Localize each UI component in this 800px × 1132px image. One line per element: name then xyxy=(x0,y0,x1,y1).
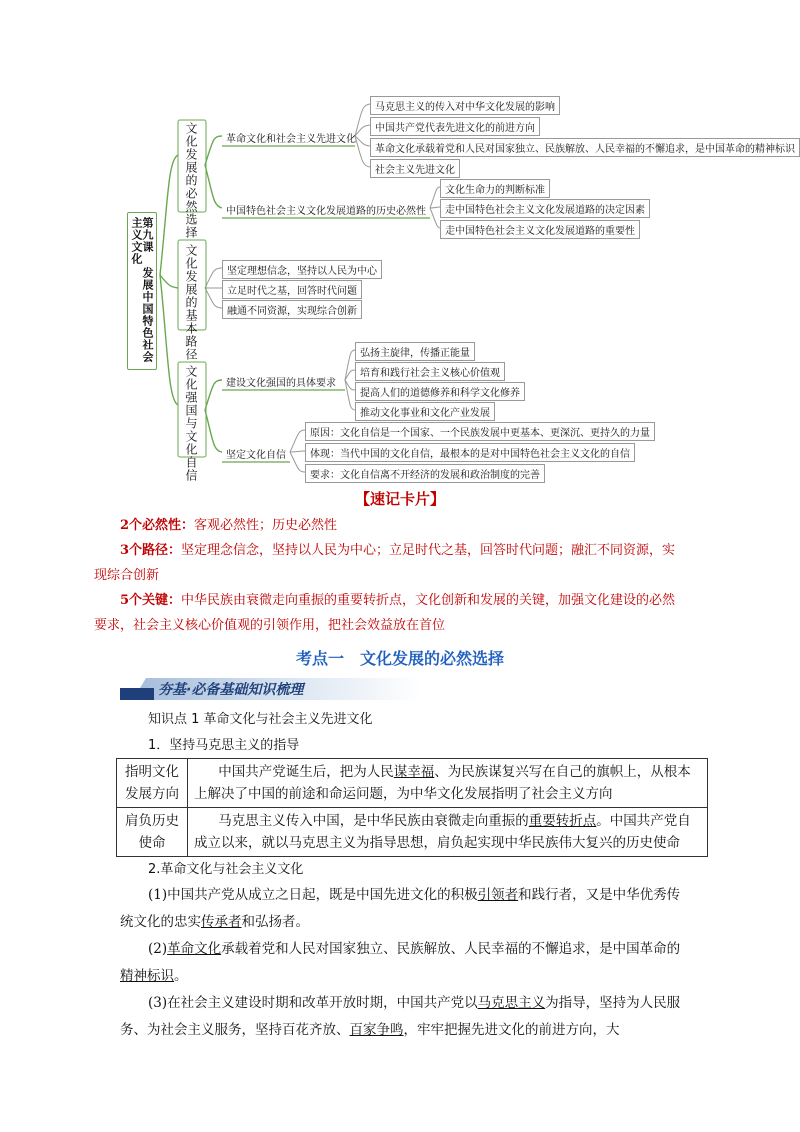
banner-label: 夯基·必备基础知识梳理 xyxy=(158,682,304,698)
mindmap-leaf: 中国共产党代表先进文化的前进方向 xyxy=(370,117,540,136)
mindmap-leaf: 立足时代之基，回答时代问题 xyxy=(222,280,362,299)
para-text: 。 xyxy=(174,968,188,984)
section-banner xyxy=(120,678,420,700)
mindmap-leaf: 坚定理想信念，坚持以人民为中心 xyxy=(222,260,382,279)
cell-key-term: 谋幸福 xyxy=(393,764,435,780)
mindmap-leaf: 社会主义先进文化 xyxy=(370,159,460,178)
quick-card-key: 3个路径： xyxy=(120,543,182,558)
mindmap-sub-cultural-power: 建设文化强国的具体要求 xyxy=(226,378,336,389)
section-title: 考点一 文化发展的必然选择 xyxy=(295,649,504,668)
mindmap-sub-cultural-confidence: 坚定文化自信 xyxy=(226,450,286,461)
mindmap-root: 第九课 发展中国特色社会主义文化 xyxy=(127,212,157,370)
para-key-term: 百家争鸣 xyxy=(349,1022,404,1038)
mindmap-leaf: 革命文化承载着党和人民对国家独立、民族解放、人民幸福的不懈追求，是中国革命的精神标识 xyxy=(370,138,800,157)
mindmap-leaf: 体现：当代中国的文化自信，最根本的是对中国特色社会主义文化的自信 xyxy=(305,443,635,462)
mindmap-leaf: 马克思主义的传入对中华文化发展的影响 xyxy=(370,96,560,115)
quick-card-title: 【速记卡片】 xyxy=(354,490,445,508)
quick-card-text: 客观必然性；历史必然性 xyxy=(194,518,338,533)
para-text: ，牢牢把握先进文化的前进方向，大 xyxy=(403,1022,620,1038)
guidance-table xyxy=(116,758,708,857)
table-body-cell xyxy=(188,808,708,857)
cell-key-term: 重要转折点 xyxy=(528,813,597,829)
cell-text: 。中国共产党自成立以来，就以马克思主义为指导思想，肩负起实现中华民族伟大复兴的历史使命 xyxy=(194,813,691,851)
paragraph xyxy=(120,882,685,936)
subheading-2: 2.革命文化与社会主义文化 xyxy=(148,862,304,877)
paragraph xyxy=(120,936,685,990)
table-body-cell xyxy=(188,759,708,808)
para-key-term: 精神标识 xyxy=(120,968,174,984)
mindmap-leaf: 文化生命力的判断标准 xyxy=(440,179,550,198)
mindmap-leaf: 融通不同资源，实现综合创新 xyxy=(222,300,362,319)
mindmap-leaf: 走中国特色社会主义文化发展道路的决定因素 xyxy=(440,199,650,218)
cell-text: 中国共产党诞生后，把为人民 xyxy=(218,764,394,780)
mindmap-leaf: 推动文化事业和文化产业发展 xyxy=(355,402,495,421)
quick-card-key: 5个关键： xyxy=(120,593,182,608)
para-text: 承载着党和人民对国家独立、民族解放、人民幸福的不懈追求，是中国革命的 xyxy=(221,941,681,957)
para-text: (1)中国共产党从成立之日起，既是中国先进文化的积极 xyxy=(148,887,478,903)
knowledge-point-title: 知识点 1 革命文化与社会主义先进文化 xyxy=(148,712,373,727)
section-paragraphs xyxy=(120,882,685,1044)
quick-card-item xyxy=(120,513,685,538)
paragraph xyxy=(120,990,685,1044)
quick-card-text: 中华民族由衰微走向重振的重要转折点，文化创新和发展的关键，加强文化建设的必然要求，社会主义核心价值观的引领作用，把社会效益放在首位 xyxy=(94,593,676,633)
para-text: 和弘扬者。 xyxy=(241,914,309,930)
para-text: 和践行者，又是中华优秀传统文化的忠实 xyxy=(120,887,681,930)
mindmap-branch-3: 文化强国与文化自信 xyxy=(184,365,198,482)
para-key-term: 马克思主义 xyxy=(477,995,546,1011)
mindmap-leaf: 走中国特色社会主义文化发展道路的重要性 xyxy=(440,220,640,239)
mindmap-leaf: 培育和践行社会主义核心价值观 xyxy=(355,362,505,381)
para-text: (2) xyxy=(148,941,168,957)
quick-card-item xyxy=(94,588,685,638)
mindmap-sub-historical-necessity: 中国特色社会主义文化发展道路的历史必然性 xyxy=(226,206,426,217)
cell-text: 、为民族谋复兴写在自己的旗帜上，从根本上解决了中国的前途和命运问题，为中华文化发展指明了社会主义方向 xyxy=(194,764,691,802)
cell-text: 马克思主义传入中国，是中华民族由衰微走向重振的 xyxy=(218,813,529,829)
subheading-1: 1．坚持马克思主义的指导 xyxy=(148,738,300,753)
table-head-cell: 指明文化发展方向 xyxy=(117,759,188,808)
table-head-cell: 肩负历史使命 xyxy=(117,808,188,857)
mindmap-leaf: 弘扬主旋律，传播正能量 xyxy=(355,342,475,361)
mindmap-leaf: 要求：文化自信离不开经济的发展和政治制度的完善 xyxy=(305,464,545,483)
para-text: 为指导，坚持为人民服务、为社会主义服务，坚持百花齐放、 xyxy=(120,995,681,1038)
quick-card-item xyxy=(94,538,685,588)
mindmap-sub-revolutionary-culture: 革命文化和社会主义先进文化 xyxy=(226,134,356,145)
quick-card-key: 2个必然性： xyxy=(120,518,195,533)
para-key-term: 传承者 xyxy=(201,914,242,930)
table-row xyxy=(117,808,708,857)
para-key-term: 引领者 xyxy=(477,887,519,903)
mindmap-leaf: 提高人们的道德修养和科学文化修养 xyxy=(355,382,525,401)
quick-card-text: 坚定理念信念，坚持以人民为中心；立足时代之基，回答时代问题；融汇不同资源，实现综合创新 xyxy=(94,543,676,583)
mindmap-branch-2: 文化发展的基本路径 xyxy=(184,244,198,361)
mindmap-leaf: 原因：文化自信是一个国家、一个民族发展中更基本、更深沉、更持久的力量 xyxy=(305,422,655,441)
mindmap-branch-1: 文化发展的必然选择 xyxy=(184,122,198,239)
para-text: (3)在社会主义建设时期和改革开放时期，中国共产党以 xyxy=(148,995,478,1011)
quick-card-body xyxy=(94,513,685,638)
table-row xyxy=(117,759,708,808)
para-key-term: 革命文化 xyxy=(167,941,222,957)
